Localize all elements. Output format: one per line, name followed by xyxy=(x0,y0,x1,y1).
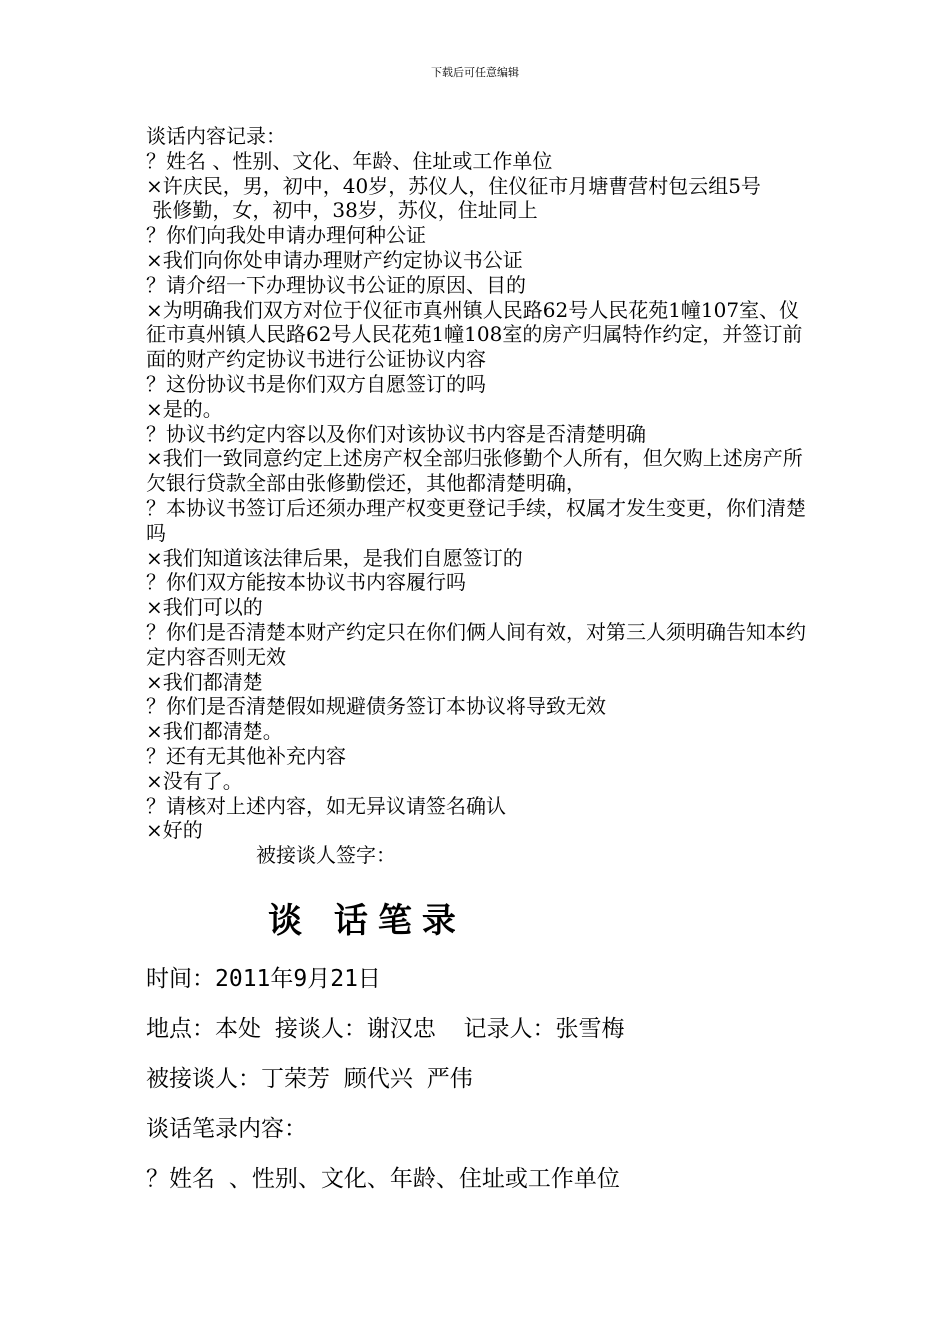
notes-first-question: ？姓名 、性别、文化、年龄、住址或工作单位 xyxy=(146,1166,620,1192)
record-line: ×好的 xyxy=(146,818,203,843)
record-line: ？你们是否清楚本财产约定只在你们俩人间有效，对第三人须明确告知本约定内容否则无效 xyxy=(146,619,806,669)
notes-place: 地点：本处 接谈人：谢汉忠 记录人：张雪梅 xyxy=(146,1016,625,1042)
page-header: 下载后可任意编辑 xyxy=(431,66,519,79)
record-line: ×没有了。 xyxy=(146,768,243,793)
notes-content-label: 谈话笔录内容： xyxy=(146,1116,307,1142)
record-heading: 谈话内容记录： xyxy=(146,124,286,148)
record-line: ？还有无其他补充内容 xyxy=(146,743,346,768)
record-line: ？请核对上述内容，如无异议请签名确认 xyxy=(146,793,506,818)
record-line: ？你们双方能按本协议书内容履行吗 xyxy=(146,570,466,595)
notes-interviewees: 被接谈人：丁荣芳 顾代兴 严伟 xyxy=(146,1066,473,1092)
record-line: ×我们知道该法律后果，是我们自愿签订的 xyxy=(146,545,523,570)
record-line: ？这份协议书是你们双方自愿签订的吗 xyxy=(146,371,486,396)
record-line: ？请介绍一下办理协议书公证的原因、目的 xyxy=(146,272,526,297)
record-line: ×是的。 xyxy=(146,396,223,421)
record-line: ×我们都清楚。 xyxy=(146,719,283,744)
record-line: ×我们一致同意约定上述房产权全部归张修勤个人所有，但欠购上述房产所欠银行贷款全部由张修勤偿还，其他都清楚明确， xyxy=(146,446,803,496)
conversation-record xyxy=(146,124,810,868)
notes-meta xyxy=(146,954,810,1204)
record-line: 张修勤，女，初中，38岁，苏仪，住址同上 xyxy=(146,198,538,223)
record-line: ×许庆民，男，初中，40岁，苏仪人，住仪征市月塘曹营村包云组5号 xyxy=(146,173,761,198)
notes-time: 时间：2011年9月21日 xyxy=(146,966,381,992)
record-line: ×我们可以的 xyxy=(146,595,263,620)
record-line: ？姓名 、性别、文化、年龄、住址或工作单位 xyxy=(146,148,553,173)
record-line: ？协议书约定内容以及你们对该协议书内容是否清楚明确 xyxy=(146,421,646,446)
record-line: ？你们是否清楚假如规避债务签订本协议将导致无效 xyxy=(146,694,606,719)
record-line: ？你们向我处申请办理何种公证 xyxy=(146,223,426,248)
record-line: ×我们向你处申请办理财产约定协议书公证 xyxy=(146,247,523,272)
signature-label: 被接谈人签字： xyxy=(256,843,396,868)
record-line: ×我们都清楚 xyxy=(146,669,263,694)
record-line: ×为明确我们双方对位于仪征市真州镇人民路62号人民花苑1幢107室、仪征市真州镇人民路62号人民花苑1幢108室的房产归属特作约定，并签订前面的财产约定协议书进行公证协议内容 xyxy=(146,297,803,372)
notes-title: 谈 话笔录 xyxy=(268,901,466,941)
record-line: ？本协议书签订后还须办理产权变更登记手续，权属才发生变更，你们清楚吗 xyxy=(146,495,806,545)
